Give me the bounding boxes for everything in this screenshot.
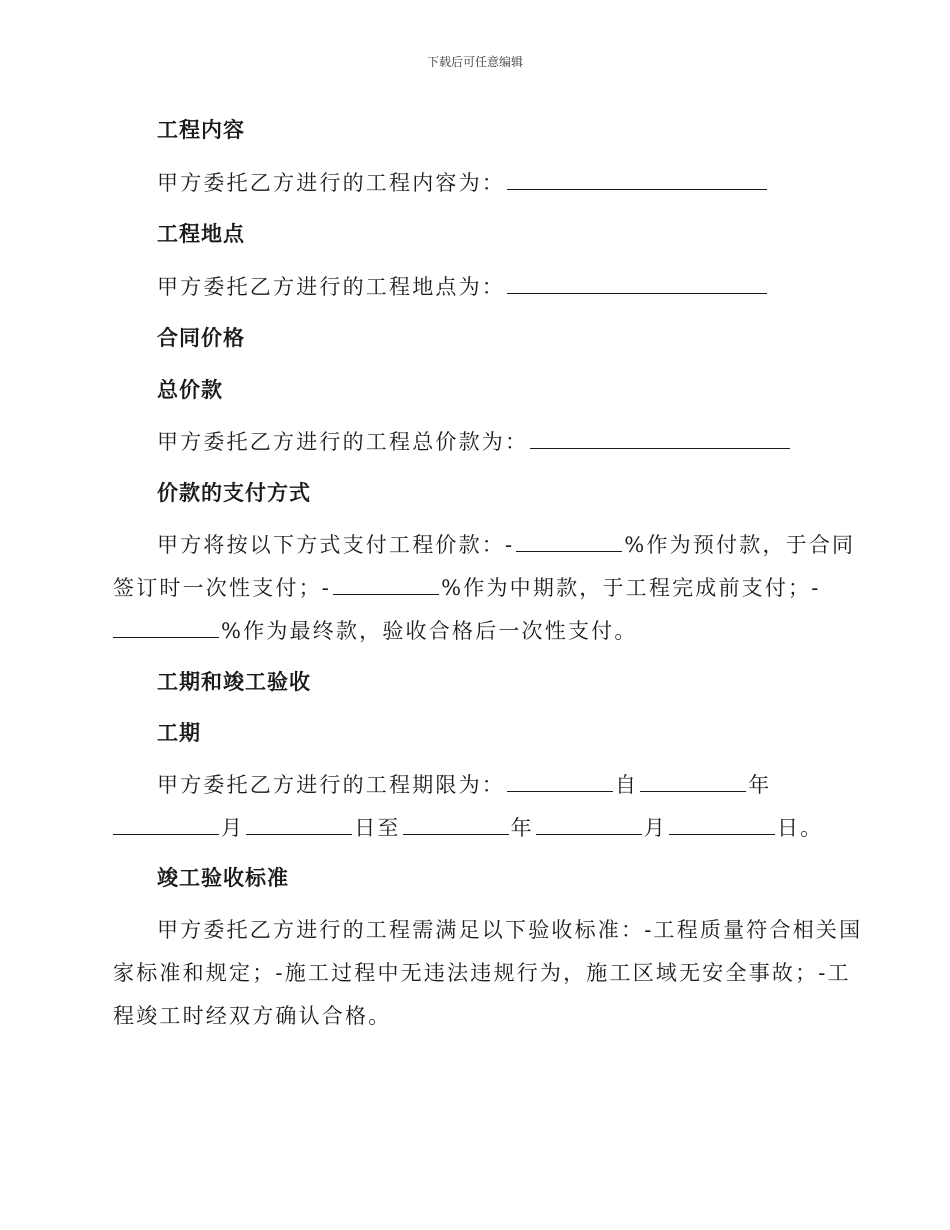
midpayment-blank[interactable] [333,576,439,595]
content-line [157,167,869,197]
payment-text-2a: 签订时一次性支付；- [113,576,332,600]
payment-line-2 [113,572,825,602]
duration-blank[interactable] [507,773,613,792]
schedule-text-day: 日。 [777,816,824,840]
prepayment-blank[interactable] [516,533,622,552]
content-blank[interactable] [507,171,767,190]
location-text: 甲方委托乙方进行的工程地点为： [157,275,505,299]
payment-line-1 [157,529,869,559]
schedule-text-month: 月 [221,816,245,840]
end-day-blank[interactable] [669,816,775,835]
schedule-text-1a: 甲方委托乙方进行的工程期限为： [157,773,505,797]
total-text: 甲方委托乙方进行的工程总价款为： [157,430,529,454]
page-header: 下载后可任意编辑 [426,55,523,69]
schedule-text-month-2: 月 [643,816,668,840]
payment-text-1b: %作为预付款，于合同 [624,533,856,557]
start-day-blank[interactable] [246,816,352,835]
total-line [157,426,869,456]
payment-text-3b: %作为最终款，验收合格后一次性支付。 [221,619,638,643]
schedule-text-to: 日至 [354,816,401,840]
schedule-text-year: 年 [748,773,772,797]
section-title-schedule-acceptance: 工期和竣工验收 [157,670,311,694]
acceptance-line-2: 家标准和规定；-施工过程中无违法违规行为，施工区域无安全事故；-工 [113,961,851,985]
total-blank[interactable] [530,430,790,449]
section-title-total: 总价款 [157,378,223,402]
section-title-location: 工程地点 [157,222,245,246]
payment-text-1a: 甲方将按以下方式支付工程价款：- [157,533,515,557]
content-text: 甲方委托乙方进行的工程内容为： [157,171,505,195]
location-line [157,271,869,301]
finalpayment-blank[interactable] [113,619,219,638]
start-year-blank[interactable] [640,773,746,792]
end-month-blank[interactable] [536,816,642,835]
section-title-payment: 价款的支付方式 [157,481,311,505]
start-month-blank[interactable] [113,816,219,835]
schedule-line-1 [157,769,869,799]
location-blank[interactable] [507,275,767,294]
end-year-blank[interactable] [403,816,509,835]
payment-text-2b: %作为中期款，于工程完成前支付；- [441,576,821,600]
schedule-text-year-2: 年 [510,816,534,840]
acceptance-line-1: 甲方委托乙方进行的工程需满足以下验收标准：-工程质量符合相关国 [157,918,863,942]
section-title-acceptance-standard: 竣工验收标准 [157,866,289,890]
section-title-content: 工程内容 [157,118,245,142]
schedule-text-from: 自 [615,773,639,797]
section-title-schedule: 工期 [157,721,201,745]
acceptance-line-3: 程竣工时经双方确认合格。 [113,1004,392,1028]
payment-line-3 [113,615,825,645]
section-title-price: 合同价格 [157,326,245,350]
schedule-line-2 [113,812,825,842]
